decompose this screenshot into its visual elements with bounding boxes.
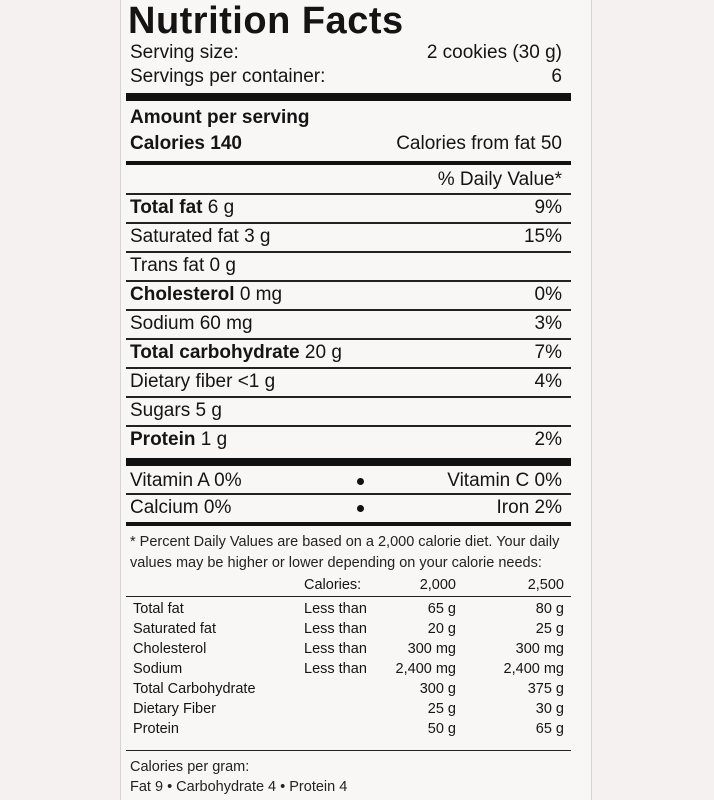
dv-row-2500: 25 g — [535, 621, 564, 637]
nutrient-name: Total fat — [130, 197, 203, 218]
vitamin-c: Vitamin C 0% — [447, 470, 562, 491]
daily-value-header: % Daily Value* — [437, 169, 562, 190]
nutrient-row — [130, 430, 227, 449]
divider — [126, 750, 571, 751]
nutrient-daily-value: 0% — [534, 284, 562, 305]
bullet-dot — [357, 478, 364, 485]
calories-value: 140 — [210, 133, 242, 154]
dv-row-2000: 20 g — [427, 621, 456, 637]
dv-row-qualifier: Less than — [304, 621, 367, 637]
nutrient-row — [130, 227, 271, 246]
divider — [126, 425, 571, 427]
divider — [126, 396, 571, 398]
nutrient-name: Cholesterol — [130, 284, 235, 305]
calcium: Calcium 0% — [130, 497, 232, 518]
calories-from-fat-value: 50 — [540, 133, 562, 154]
nutrient-row — [130, 372, 275, 391]
nutrient-amount: 0 mg — [239, 284, 283, 305]
bullet-dot — [357, 505, 364, 512]
divider — [126, 251, 571, 253]
label-title: Nutrition Facts — [128, 0, 404, 42]
dv-row-2500: 300 mg — [515, 641, 564, 657]
nutrient-daily-value: 7% — [534, 342, 562, 363]
nutrient-row — [130, 198, 234, 217]
nutrient-name: Protein — [130, 429, 196, 450]
dv-row-name: Cholesterol — [133, 641, 207, 657]
medium-divider — [126, 161, 571, 165]
calories-per-gram-values: Fat 9 • Carbohydrate 4 • Protein 4 — [130, 779, 348, 795]
nutrient-daily-value: 4% — [534, 371, 562, 392]
dv-row-2500: 2,400 mg — [503, 661, 564, 677]
calories-label: Calories — [130, 133, 205, 154]
dv-row-qualifier: Less than — [304, 601, 367, 617]
dv-row-name: Sodium — [133, 661, 183, 677]
dv-row-2000: 65 g — [427, 601, 456, 617]
footnote-line-2: values may be higher or lower depending on your calorie needs: — [130, 555, 542, 571]
serving-size-label: Serving size: — [130, 42, 239, 63]
nutrient-row — [130, 256, 236, 275]
servings-per-container-value: 6 — [551, 66, 562, 87]
nutrient-daily-value: 2% — [534, 429, 562, 450]
vitamin-a: Vitamin A 0% — [130, 470, 242, 491]
nutrient-daily-value: 9% — [534, 197, 562, 218]
dv-row-2500: 30 g — [535, 701, 564, 717]
dv-row-2000: 2,400 mg — [395, 661, 456, 677]
serving-size-value: 2 cookies (30 g) — [426, 42, 562, 63]
amount-per-serving: Amount per serving — [130, 107, 310, 128]
calories-from-fat-label: Calories from fat — [396, 133, 536, 154]
divider — [126, 193, 571, 195]
nutrient-amount: 60 mg — [199, 313, 253, 334]
nutrient-amount: 3 g — [244, 226, 271, 247]
iron: Iron 2% — [496, 497, 562, 518]
nutrient-row — [130, 343, 342, 362]
dv-row-2000: 50 g — [427, 721, 456, 737]
nutrient-amount: <1 g — [237, 371, 276, 392]
dv-col-2000: 2,000 — [419, 577, 456, 593]
servings-per-container-label: Servings per container: — [130, 66, 326, 87]
footnote-line-1: * Percent Daily Values are based on a 2,000 calorie diet. Your daily — [130, 534, 560, 550]
calories-per-gram-label: Calories per gram: — [130, 759, 250, 775]
nutrient-name: Sodium — [130, 313, 195, 334]
dv-row-qualifier: Less than — [304, 661, 367, 677]
dv-row-name: Total Carbohydrate — [133, 681, 256, 697]
nutrient-name: Total carbohydrate — [130, 342, 300, 363]
divider — [126, 222, 571, 224]
calories-row — [130, 134, 242, 153]
divider — [126, 367, 571, 369]
nutrient-amount: 6 g — [207, 197, 235, 218]
dv-row-2000: 300 mg — [407, 641, 456, 657]
dv-row-2000: 25 g — [427, 701, 456, 717]
nutrient-row — [130, 314, 253, 333]
thick-divider — [126, 458, 571, 466]
divider — [126, 338, 571, 340]
nutrient-amount: 0 g — [209, 255, 236, 276]
thick-divider — [126, 93, 571, 101]
dv-calories-label: Calories: — [304, 577, 362, 593]
dv-row-qualifier: Less than — [304, 641, 367, 657]
dv-row-2000: 300 g — [419, 681, 456, 697]
nutrient-name: Trans fat — [130, 255, 205, 276]
nutrient-amount: 20 g — [304, 342, 342, 363]
nutrient-name: Sugars — [130, 400, 191, 421]
dv-row-name: Dietary Fiber — [133, 701, 216, 717]
nutrient-row — [130, 401, 222, 420]
dv-row-name: Total fat — [133, 601, 184, 617]
nutrient-daily-value: 15% — [523, 226, 562, 247]
divider — [126, 596, 571, 597]
nutrient-amount: 1 g — [200, 429, 228, 450]
nutrient-name: Saturated fat — [130, 226, 239, 247]
divider — [126, 280, 571, 282]
nutrient-amount: 5 g — [195, 400, 222, 421]
dv-row-2500: 375 g — [527, 681, 564, 697]
divider — [126, 309, 571, 311]
nutrient-row — [130, 285, 282, 304]
nutrient-name: Dietary fiber — [130, 371, 233, 392]
dv-row-name: Saturated fat — [133, 621, 217, 637]
divider — [126, 493, 571, 495]
dv-row-2500: 65 g — [535, 721, 564, 737]
dv-row-2500: 80 g — [535, 601, 564, 617]
calories-from-fat — [396, 134, 562, 153]
dv-col-2500: 2,500 — [527, 577, 564, 593]
medium-divider — [126, 522, 571, 526]
dv-row-name: Protein — [133, 721, 179, 737]
nutrient-daily-value: 3% — [534, 313, 562, 334]
